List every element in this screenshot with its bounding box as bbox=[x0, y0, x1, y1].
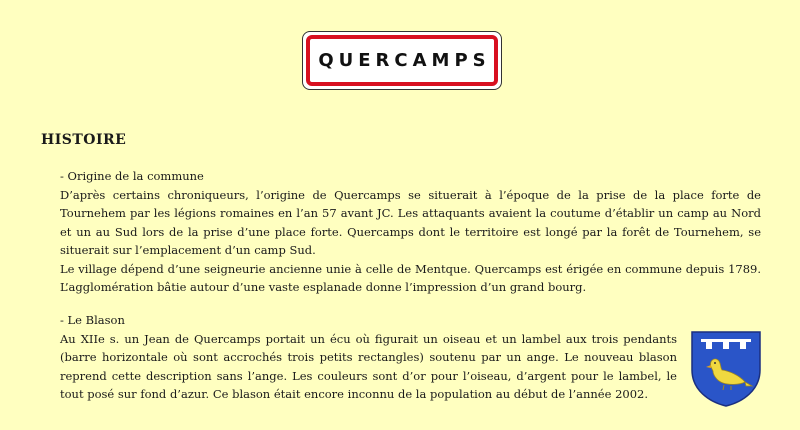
town-sign bbox=[302, 31, 502, 90]
town-sign-border bbox=[306, 35, 498, 86]
origin-paragraph-1: D’après certains chroniqueurs, l’origine de Quercamps se situerait à l’époque de la prise de la place forte de Tournehem par les légions romaines en l’an 57 avant JC. Les attaquants avaient la coutume d’établir un camp au Nord et un au Sud lors de la prise d’une place forte. Quercamps dont le territoire est longé par la forêt de Tournehem, se situerait sur l’emplacement d’un camp Sud. bbox=[60, 187, 761, 257]
blason-paragraph: Au XIIe s. un Jean de Quercamps portait un écu où figurait un oiseau et un lambel aux trois pendants (barre horizontale où sont accrochés trois petits rectangles) soutenu par un ange. Le nouveau blason reprend cette description sans l’ange. Les couleurs sont d’or pour l’oiseau, d’argent pour le lambel, le tout posé sur fond d’azur. Ce blason était encore inconnu de la population au début de l’année 2002. bbox=[60, 331, 677, 401]
blason-section bbox=[60, 311, 677, 404]
blason-title: - Le Blason bbox=[60, 313, 125, 327]
coat-of-arms-icon bbox=[689, 330, 763, 408]
origin-section bbox=[60, 167, 761, 297]
origin-paragraph-2: Le village dépend d’une seigneurie ancienne unie à celle de Mentque. Quercamps est érigée en commune depuis 1789. L’agglomération bâtie autour d’une vaste esplanade donne l’impression d’un grand bourg. bbox=[60, 261, 761, 294]
origin-title: - Origine de la commune bbox=[60, 169, 204, 183]
town-sign-text: QUERCAMPS bbox=[318, 50, 491, 71]
history-heading: HISTOIRE bbox=[41, 132, 127, 148]
